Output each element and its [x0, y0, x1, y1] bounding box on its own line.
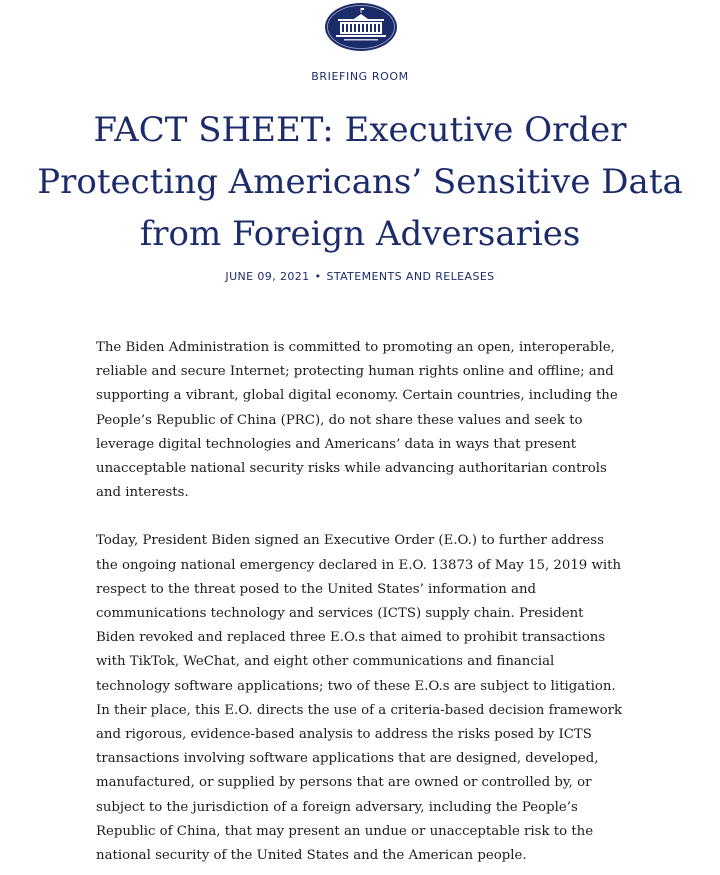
text-line: reliable and secure Internet; protecting human rights online and offline; and: [96, 364, 614, 380]
category-link[interactable]: STATEMENTS AND RELEASES: [326, 270, 495, 283]
text-line: The Biden Administration is committed to promoting an open, interoperable,: [96, 340, 615, 355]
meta-separator: •: [314, 270, 322, 283]
text-line: subject to the jurisdiction of a foreign adversary, including the People’s: [96, 799, 578, 815]
text-line: unacceptable national security risks while advancing authoritarian controls: [96, 461, 607, 477]
text-line: In their place, this E.O. directs the use of a criteria-based decision framework: [96, 702, 623, 718]
title-line: Protecting Americans’ Sensitive Data: [37, 162, 683, 202]
article-body: [96, 336, 626, 868]
text-line: Biden revoked and replaced three E.O.s that aimed to prohibit transactions: [96, 630, 606, 646]
page-title: [0, 104, 720, 260]
briefing-room-link[interactable]: BRIEFING ROOM: [311, 70, 409, 83]
text-line: manufactured, or supplied by persons that are owned or controlled by, or: [96, 775, 592, 791]
text-line: communications technology and services (ICTS) supply chain. President: [96, 606, 584, 622]
text-line: Today, President Biden signed an Executive Order (E.O.) to further address: [96, 533, 604, 549]
text-line: leverage digital technologies and Americans’ data in ways that present: [96, 436, 577, 452]
text-line: People’s Republic of China (PRC), do not share these values and seek to: [96, 412, 583, 428]
text-line: respect to the threat posed to the United States’ information and: [96, 581, 537, 597]
article-meta: [0, 270, 720, 283]
text-line: supporting a vibrant, global digital economy. Certain countries, including the: [96, 388, 618, 404]
text-line: national security of the United States and the American people.: [96, 848, 527, 864]
title-line: FACT SHEET: Executive Order: [93, 110, 627, 150]
paragraph: [96, 529, 626, 868]
publish-date: JUNE 09, 2021: [225, 270, 310, 283]
text-line: the ongoing national emergency declared in E.O. 13873 of May 15, 2019 with: [96, 557, 622, 573]
text-line: transactions involving software applications that are designed, developed,: [96, 751, 599, 767]
text-line: technology software applications; two of these E.O.s are subject to litigation.: [96, 678, 616, 694]
title-line: from Foreign Adversaries: [139, 214, 581, 254]
text-line: Republic of China, that may present an undue or unacceptable risk to the: [96, 823, 594, 839]
text-line: and interests.: [96, 485, 189, 501]
text-line: and rigorous, evidence-based analysis to address the risks posed by ICTS: [96, 727, 592, 743]
white-house-seal-icon[interactable]: [324, 2, 398, 52]
paragraph: [96, 336, 626, 505]
text-line: with TikTok, WeChat, and eight other communications and financial: [96, 654, 555, 670]
